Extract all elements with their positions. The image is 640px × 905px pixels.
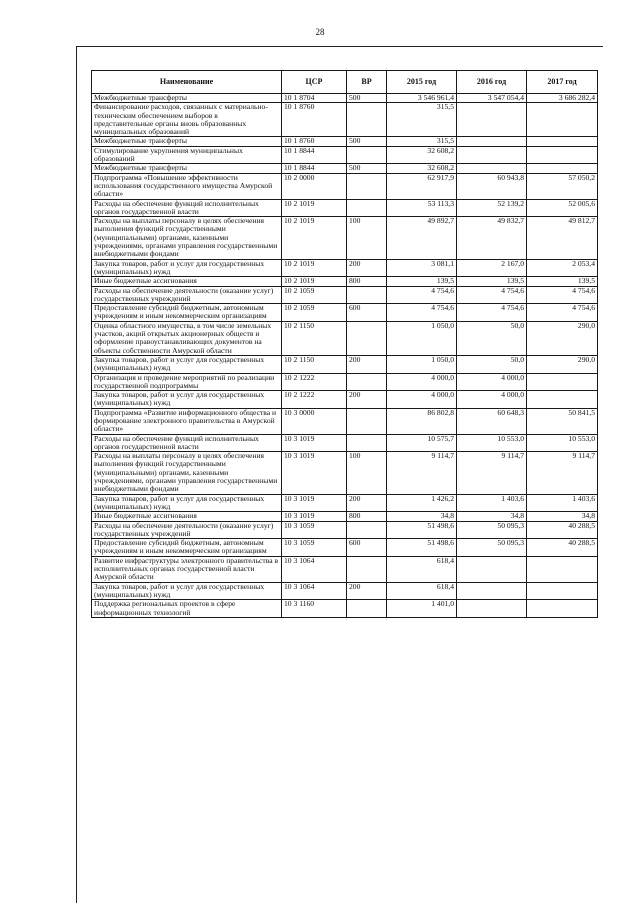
cell-2016: 49 832,7 (457, 217, 527, 259)
cell-2017: 40 288,5 (527, 521, 598, 539)
cell-2015: 618,4 (387, 556, 457, 582)
cell-name: Развитие инфраструктуры электронного правительства в исполнительных органах государственной власти Амурской области (92, 556, 282, 582)
cell-2015: 1 401,0 (387, 600, 457, 618)
cell-2016: 9 114,7 (457, 452, 527, 494)
cell-2015: 62 917,9 (387, 173, 457, 199)
cell-2017: 10 553,0 (527, 434, 598, 452)
cell-2015: 139,5 (387, 277, 457, 286)
cell-2017 (527, 103, 598, 137)
table-row (92, 512, 598, 521)
table-header-row (92, 71, 598, 94)
cell-name: Иные бюджетные ассигнования (92, 277, 282, 286)
cell-2017 (527, 373, 598, 391)
cell-vr (347, 321, 387, 355)
cell-2015: 618,4 (387, 582, 457, 600)
cell-2017 (527, 582, 598, 600)
cell-vr (347, 600, 387, 618)
table-row (92, 408, 598, 434)
cell-csr: 10 2 1019 (282, 199, 347, 217)
header-2017: 2017 год (527, 71, 598, 94)
cell-2016: 1 403,6 (457, 494, 527, 512)
cell-2015: 4 000,0 (387, 391, 457, 409)
cell-name: Поддержка региональных проектов в сфере информационных технологий (92, 600, 282, 618)
table-row (92, 434, 598, 452)
table-row (92, 539, 598, 557)
table-body (92, 94, 598, 618)
cell-2015: 1 050,0 (387, 321, 457, 355)
table-row (92, 321, 598, 355)
cell-2015: 34,8 (387, 512, 457, 521)
cell-csr: 10 2 1222 (282, 391, 347, 409)
table-row (92, 146, 598, 164)
cell-2016 (457, 137, 527, 146)
cell-2016: 10 553,0 (457, 434, 527, 452)
cell-vr: 200 (347, 582, 387, 600)
cell-vr: 100 (347, 217, 387, 259)
cell-vr: 600 (347, 539, 387, 557)
cell-2015: 51 498,6 (387, 521, 457, 539)
cell-name: Закупка товаров, работ и услуг для государственных (муниципальных) нужд (92, 391, 282, 409)
cell-vr (347, 103, 387, 137)
cell-csr: 10 3 1064 (282, 582, 347, 600)
header-2015: 2015 год (387, 71, 457, 94)
cell-name: Закупка товаров, работ и услуг для государственных (муниципальных) нужд (92, 259, 282, 277)
cell-csr: 10 1 8704 (282, 94, 347, 103)
cell-name: Межбюджетные трансферты (92, 94, 282, 103)
table-row (92, 373, 598, 391)
cell-vr (347, 408, 387, 434)
header-vr: ВР (347, 71, 387, 94)
cell-csr: 10 2 1222 (282, 373, 347, 391)
cell-vr: 200 (347, 259, 387, 277)
cell-2015: 51 498,6 (387, 539, 457, 557)
cell-2017: 2 053,4 (527, 259, 598, 277)
cell-2017: 52 005,6 (527, 199, 598, 217)
cell-2017: 9 114,7 (527, 452, 598, 494)
cell-2016 (457, 146, 527, 164)
cell-2015: 1 050,0 (387, 355, 457, 373)
cell-2015: 10 575,7 (387, 434, 457, 452)
cell-csr: 10 3 0000 (282, 408, 347, 434)
cell-2016: 50 095,3 (457, 539, 527, 557)
cell-name: Закупка товаров, работ и услуг для государственных (муниципальных) нужд (92, 582, 282, 600)
cell-vr (347, 373, 387, 391)
cell-2016: 50,0 (457, 355, 527, 373)
cell-2017: 40 288,5 (527, 539, 598, 557)
table-row (92, 217, 598, 259)
cell-2015: 4 754,6 (387, 286, 457, 304)
cell-vr: 500 (347, 137, 387, 146)
cell-name: Финансирование расходов, связанных с материально-техническим обеспечением выборов в представительные органы вновь образованных муниципальных образований (92, 103, 282, 137)
cell-csr: 10 3 1064 (282, 556, 347, 582)
cell-2015: 315,5 (387, 137, 457, 146)
cell-vr (347, 521, 387, 539)
cell-name: Межбюджетные трансферты (92, 137, 282, 146)
cell-csr: 10 2 1019 (282, 259, 347, 277)
cell-csr: 10 3 1059 (282, 521, 347, 539)
cell-2016: 50 095,3 (457, 521, 527, 539)
cell-2016: 4 000,0 (457, 391, 527, 409)
cell-2016: 50,0 (457, 321, 527, 355)
cell-2016: 60 648,3 (457, 408, 527, 434)
cell-2016 (457, 103, 527, 137)
table-row (92, 600, 598, 618)
cell-name: Расходы на обеспечение деятельности (оказание услуг) государственных учреждений (92, 521, 282, 539)
cell-csr: 10 3 1019 (282, 434, 347, 452)
cell-csr: 10 2 1059 (282, 286, 347, 304)
table-row (92, 199, 598, 217)
cell-vr (347, 556, 387, 582)
cell-2015: 1 426,2 (387, 494, 457, 512)
cell-csr: 10 2 1150 (282, 355, 347, 373)
cell-name: Расходы на выплаты персоналу в целях обеспечения выполнения функций государственными (муниципальными) органами, казенными учреждениями, органами управления государственными внебюджетными фондами (92, 452, 282, 494)
cell-2017: 139,5 (527, 277, 598, 286)
cell-vr: 800 (347, 512, 387, 521)
budget-table (91, 70, 598, 618)
cell-name: Предоставление субсидий бюджетным, автономным учреждениям и иным некоммерческим организациям (92, 539, 282, 557)
cell-2017: 3 686 282,4 (527, 94, 598, 103)
cell-2016: 4 000,0 (457, 373, 527, 391)
cell-vr: 500 (347, 164, 387, 173)
cell-vr: 200 (347, 391, 387, 409)
cell-2016: 2 167,0 (457, 259, 527, 277)
cell-vr: 800 (347, 277, 387, 286)
cell-2015: 32 608,2 (387, 146, 457, 164)
table-row (92, 137, 598, 146)
cell-csr: 10 2 1019 (282, 217, 347, 259)
cell-csr: 10 2 1150 (282, 321, 347, 355)
cell-vr (347, 199, 387, 217)
cell-2016: 3 547 054,4 (457, 94, 527, 103)
cell-name: Предоставление субсидий бюджетным, автономным учреждениям и иным некоммерческим организациям (92, 304, 282, 322)
cell-2016: 139,5 (457, 277, 527, 286)
table-row (92, 277, 598, 286)
cell-2017: 50 841,5 (527, 408, 598, 434)
header-name: Наименование (92, 71, 282, 94)
cell-name: Организация и проведение мероприятий по реализации государственной подпрограммы (92, 373, 282, 391)
table-row (92, 103, 598, 137)
cell-2017 (527, 556, 598, 582)
cell-csr: 10 3 1160 (282, 600, 347, 618)
cell-2017 (527, 391, 598, 409)
cell-name: Расходы на обеспечение деятельности (оказание услуг) государственных учреждений (92, 286, 282, 304)
cell-2016 (457, 600, 527, 618)
cell-2017: 1 403,6 (527, 494, 598, 512)
cell-2017: 4 754,6 (527, 286, 598, 304)
cell-2015: 53 113,3 (387, 199, 457, 217)
cell-vr: 200 (347, 355, 387, 373)
table-row (92, 494, 598, 512)
cell-name: Закупка товаров, работ и услуг для государственных (муниципальных) нужд (92, 494, 282, 512)
cell-2016: 52 139,2 (457, 199, 527, 217)
cell-csr: 10 3 1019 (282, 494, 347, 512)
cell-2016: 4 754,6 (457, 286, 527, 304)
cell-2015: 315,5 (387, 103, 457, 137)
cell-vr: 500 (347, 94, 387, 103)
cell-vr (347, 146, 387, 164)
table-row (92, 391, 598, 409)
cell-name: Подпрограмма «Повышение эффективности использования государственного имущества Амурской области» (92, 173, 282, 199)
cell-name: Иные бюджетные ассигнования (92, 512, 282, 521)
cell-2016 (457, 164, 527, 173)
cell-2015: 86 802,8 (387, 408, 457, 434)
cell-name: Межбюджетные трансферты (92, 164, 282, 173)
cell-vr: 100 (347, 452, 387, 494)
table-row (92, 164, 598, 173)
cell-name: Стимулирование укрупнения муниципальных образований (92, 146, 282, 164)
cell-csr: 10 1 8760 (282, 137, 347, 146)
table-row (92, 452, 598, 494)
table-row (92, 355, 598, 373)
cell-vr (347, 173, 387, 199)
cell-2017: 290,0 (527, 355, 598, 373)
cell-csr: 10 3 1019 (282, 512, 347, 521)
cell-2016 (457, 556, 527, 582)
cell-vr: 200 (347, 494, 387, 512)
cell-vr (347, 434, 387, 452)
cell-2016 (457, 582, 527, 600)
cell-2015: 3 081,1 (387, 259, 457, 277)
cell-csr: 10 1 8760 (282, 103, 347, 137)
cell-2016: 4 754,6 (457, 304, 527, 322)
cell-2015: 4 000,0 (387, 373, 457, 391)
table-row (92, 286, 598, 304)
table-row (92, 173, 598, 199)
cell-csr: 10 1 8844 (282, 164, 347, 173)
cell-2017: 4 754,6 (527, 304, 598, 322)
cell-2015: 4 754,6 (387, 304, 457, 322)
cell-2017: 34,8 (527, 512, 598, 521)
cell-name: Расходы на обеспечение функций исполнительных органов государственной власти (92, 434, 282, 452)
cell-vr: 600 (347, 304, 387, 322)
cell-csr: 10 3 1019 (282, 452, 347, 494)
cell-2017: 49 812,7 (527, 217, 598, 259)
table-row (92, 582, 598, 600)
cell-name: Подпрограмма «Развитие информационного общества и формирование электронного правительства в Амурской области» (92, 408, 282, 434)
table-row (92, 304, 598, 322)
page-number: 28 (315, 27, 325, 37)
table-row (92, 94, 598, 103)
cell-2017 (527, 164, 598, 173)
cell-2015: 9 114,7 (387, 452, 457, 494)
cell-2017: 57 050,2 (527, 173, 598, 199)
header-2016: 2016 год (457, 71, 527, 94)
cell-2015: 49 892,7 (387, 217, 457, 259)
cell-csr: 10 3 1059 (282, 539, 347, 557)
cell-name: Оценка областного имущества, в том числе земельных участков, акций открытых акционерных обществ и оформление правоустанавливающих документов на объекты собственности Амурской области (92, 321, 282, 355)
cell-2016: 60 943,8 (457, 173, 527, 199)
cell-2015: 32 608,2 (387, 164, 457, 173)
cell-2017 (527, 137, 598, 146)
cell-name: Закупка товаров, работ и услуг для государственных (муниципальных) нужд (92, 355, 282, 373)
cell-csr: 10 2 1019 (282, 277, 347, 286)
table-row (92, 521, 598, 539)
cell-csr: 10 1 8844 (282, 146, 347, 164)
cell-2017: 290,0 (527, 321, 598, 355)
cell-2016: 34,8 (457, 512, 527, 521)
cell-csr: 10 2 1059 (282, 304, 347, 322)
cell-csr: 10 2 0000 (282, 173, 347, 199)
cell-2017 (527, 146, 598, 164)
table-row (92, 556, 598, 582)
cell-2015: 3 546 961,4 (387, 94, 457, 103)
cell-vr (347, 286, 387, 304)
table-row (92, 259, 598, 277)
header-csr: ЦСР (282, 71, 347, 94)
cell-name: Расходы на обеспечение функций исполнительных органов государственной власти (92, 199, 282, 217)
cell-name: Расходы на выплаты персоналу в целях обеспечения выполнения функций государственными (муниципальными) органами, казенными учреждениями, органами управления государственными внебюджетными фондами (92, 217, 282, 259)
cell-2017 (527, 600, 598, 618)
